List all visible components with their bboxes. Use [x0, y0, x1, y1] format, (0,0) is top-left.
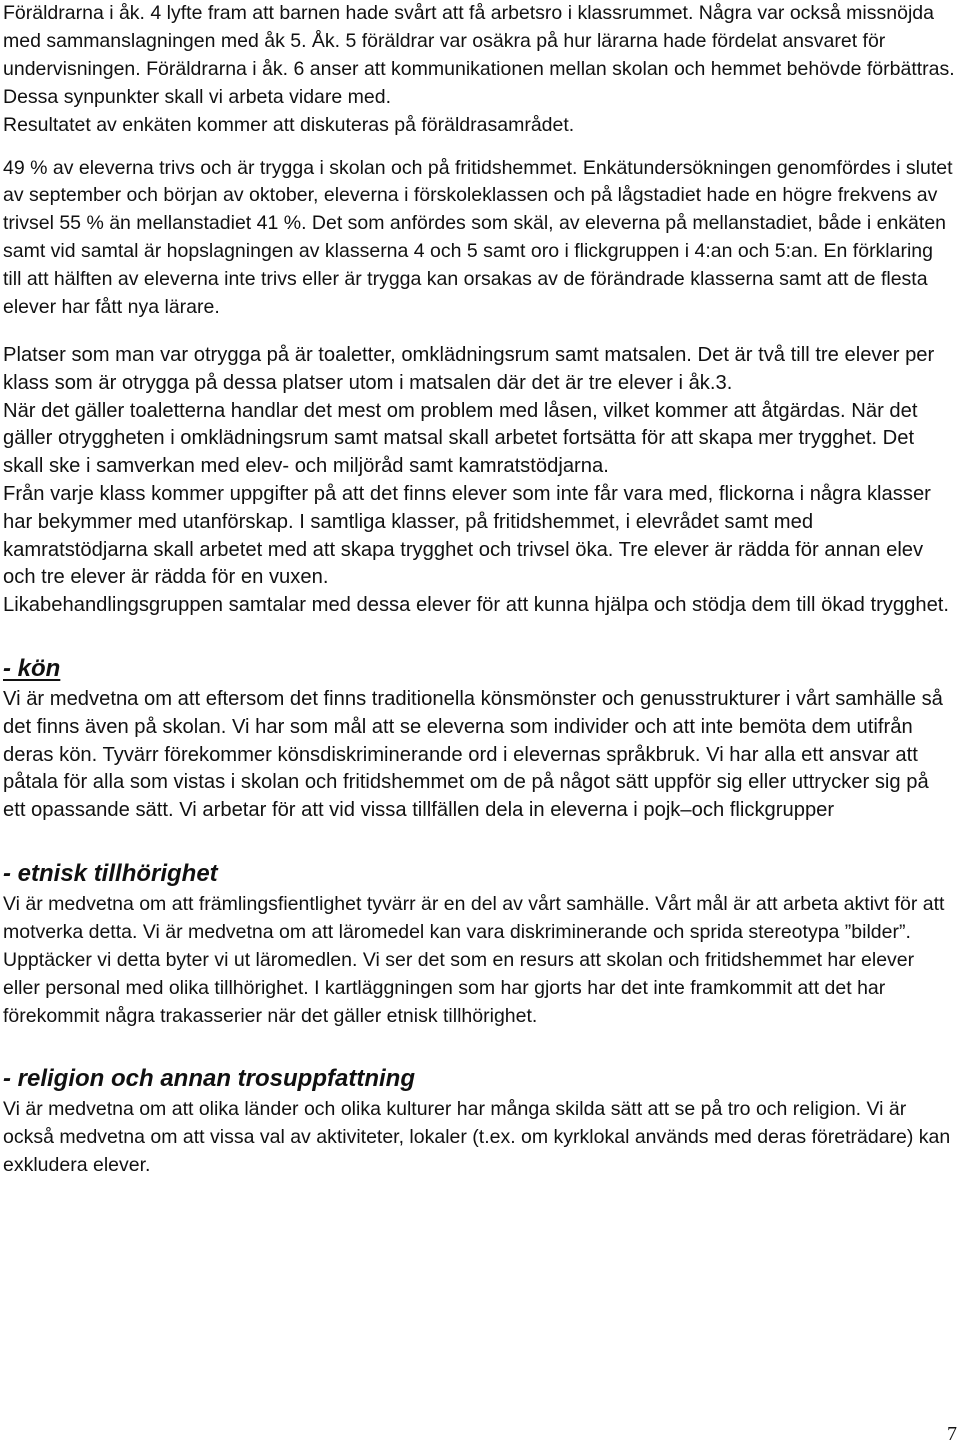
spacer: [3, 1030, 955, 1064]
spacer: [3, 322, 955, 342]
section-gender: [3, 654, 955, 825]
section-text-religion: Vi är medvetna om att olika länder och olika kulturer har många skilda sätt att se på tro och religion. Vi är också medvetna om att vissa val av aktiviteter, lokaler (t.ex. om kyrklokal används med deras företrädare) kan exkludera elever.: [3, 1098, 951, 1177]
intro-paragraph-parents: Föräldrarna i åk. 4 lyfte fram att barnen hade svårt att få arbetsro i klassrummet. Några var också missnöjda med sammanslagningen med åk 5. Åk. 5 föräldrar var osäkra på hur lärarna hade fördelat ansvaret för undervisningen. Föräldrarna i åk. 6 anser att kommunikationen mellan skolan och hemmet behövde förbättras. Dessa synpunkter skall vi arbeta vidare med.: [3, 2, 955, 108]
exclusion-paragraph: Från varje klass kommer uppgifter på att det finns elever som inte får vara med, flickorna i några klasser har bekymmer med utanförskap. I samtliga klasser, på fritidshemmet, i elevrådet samt med kamratstödjarna skall arbetet med att skapa trygghet och trivsel öka. Tre elever är rädda för annan elev och tre elever är rädda för en vuxen.: [3, 482, 931, 589]
unsafe-places-paragraph: Platser som man var otrygga på är toaletter, omklädningsrum samt matsalen. Det är två till tre elever per klass som är otrygga på dessa platser utom i matsalen där det är tre elever i åk.3.: [3, 343, 935, 394]
page-number: 7: [947, 1423, 957, 1445]
spacer: [3, 140, 955, 155]
wellbeing-paragraph: 49 % av eleverna trivs och är trygga i skolan och på fritidshemmet. Enkätundersökningen genomfördes i slutet av september och början av oktober, eleverna i förskoleklassen och på lågstadiet hade en högre frekvens av trivsel 55 % än mellanstadiet 41 %. Det som anfördes som skäl, av eleverna på mellanstadiet, både i enkäten samt vid samtal är hopslagningen av klasserna 4 och 5 samt oro i flickgruppen i 4:an och 5:an. En förklaring till att hälften av eleverna inte trivs eller är trygga kan orsakas av de förändrade klasserna samt att de flesta elever har fått nya lärare.: [3, 156, 953, 319]
section-ethnicity: [3, 859, 955, 1031]
toilets-paragraph: När det gäller toaletterna handlar det mest om problem med låsen, vilket kommer att åtgärdas. När det gäller otryggheten i omklädningsrum samt matsal skall arbetet fortsätta för att skapa mer trygghet. Det skall ske i samverkan med elev- och miljöråd samt kamratstödjarna.: [3, 399, 918, 478]
section-religion: [3, 1064, 955, 1180]
section-heading-religion: - religion och annan trosuppfattning: [3, 1065, 415, 1093]
spacer: [3, 620, 955, 654]
section-text-ethnicity: Vi är medvetna om att främlingsfientlighet tyvärr är en del av vårt samhälle. Vårt mål är att arbeta aktivt för att motverka detta. Vi är medvetna om att läromedel kan vara diskriminerande och sprida stereotypa ”bilder”. Upptäcker vi detta byter vi ut läromedlen. Vi ser det som en resurs att skolan och fritidshemmet har elever eller personal med olika tillhörighet. I kartläggningen som har gjorts har det inte framkommit att det har förekommit några trakasserier när det gäller etnisk tillhörighet.: [3, 892, 945, 1027]
section-heading-gender: - kön: [3, 654, 61, 682]
equality-group-paragraph: Likabehandlingsgruppen samtalar med dessa elever för att kunna hjälpa och stödja dem till ökad trygghet.: [3, 594, 950, 617]
section-text-gender: Vi är medvetna om att eftersom det finns traditionella könsmönster och genusstrukturer i vårt samhälle så det finns även på skolan. Vi har som mål att se eleverna som individer och att inte bemöta dem utifrån deras kön. Tyvärr förekommer könsdiskriminerande ord i elevernas språkbruk. Vi har alla ett ansvar att påtala för alla som vistas i skolan och fritidshemmet om de på något sätt uppför sig eller uttrycker sig på ett opassande sätt. Vi arbetar för att vid vissa tillfällen dela in eleverna i pojk–och flickgrupper: [3, 687, 943, 822]
intro-paragraph-survey-discussion: Resultatet av enkäten kommer att diskuteras på föräldrasamrådet.: [3, 113, 575, 136]
section-heading-ethnicity: - etnisk tillhörighet: [3, 859, 218, 887]
spacer: [3, 825, 955, 859]
document-page: [3, 0, 955, 1180]
